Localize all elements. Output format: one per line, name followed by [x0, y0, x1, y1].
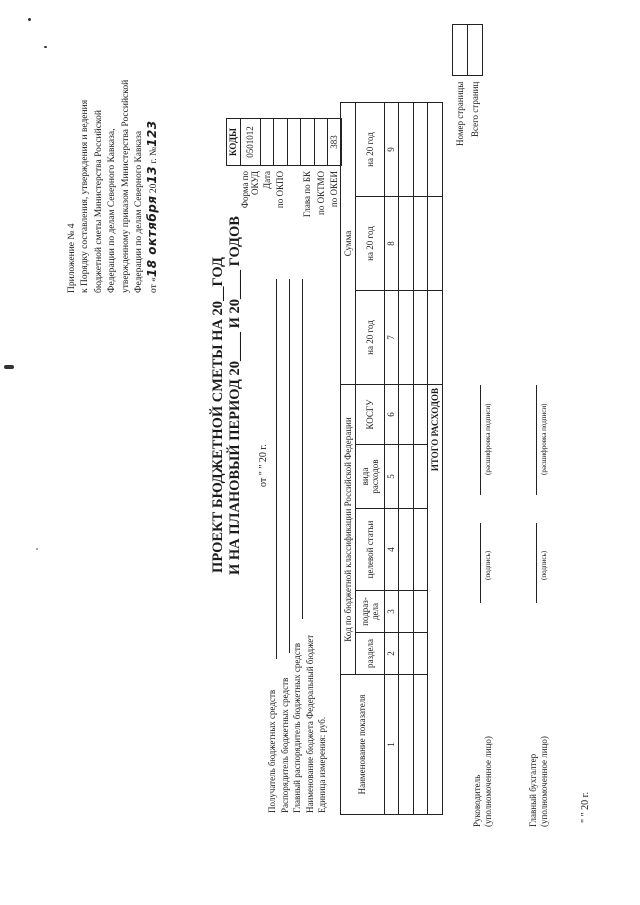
accountant-decode-line [536, 385, 537, 495]
code-value [260, 119, 274, 166]
col-kosgu-header: КОСГУ [355, 385, 384, 445]
code-label [287, 166, 301, 236]
head-decode-caption: (расшифровка подписи) [484, 403, 492, 475]
code-label: Глава по БК [302, 171, 313, 218]
chief-manager-label: Главный распорядитель бюджетных средств [292, 643, 303, 813]
title-line: И НА ПЛАНОВЫЙ ПЕРИОД 20____ И 20____ ГОДОВ [227, 216, 243, 575]
code-label: по ОКТМО [315, 171, 326, 215]
recipient-labels [266, 635, 329, 813]
unit-label: Единица измерения: руб. [317, 716, 328, 813]
table-row [413, 103, 428, 815]
col-number: 1 [384, 675, 399, 815]
scan-mark [4, 365, 14, 369]
total-label: ИТОГО РАСХОДОВ [428, 385, 443, 815]
document-title [210, 216, 244, 575]
scan-speck [44, 46, 47, 48]
chief-manager-underline [302, 279, 303, 619]
recipient-underline [276, 279, 277, 659]
col-number: 7 [384, 291, 399, 385]
col-sum1-header: на 20 год [355, 291, 384, 385]
approval-line: Федерации по делам Северного Кавказа [134, 130, 145, 293]
approval-block [66, 80, 162, 293]
col-sum2-header: на 20 год [355, 197, 384, 291]
code-value [314, 119, 328, 166]
code-value [301, 119, 315, 166]
head-sign-line [480, 523, 481, 603]
codes-header: КОДЫ [227, 119, 241, 166]
handwritten-date: 18 октября [145, 195, 160, 278]
col-target-header: целевой статьи [355, 509, 384, 591]
handwritten-order-number: 123 [145, 120, 160, 147]
approval-line: утвержденному приказом Министерства Российской [120, 79, 131, 293]
code-value [287, 119, 301, 166]
page-number-box [452, 24, 483, 147]
page-total-label: Всего страниц [470, 81, 480, 138]
document-date: от " " 20 г. [258, 444, 269, 487]
col-number: 6 [384, 385, 399, 445]
manager-underline [289, 279, 290, 653]
page-total-cell [468, 24, 483, 75]
budget-code-group-header: Код по бюджетной классификации Российской Федерации [341, 385, 356, 675]
approval-order-line: от «18 октября 2013 г. №123 [145, 120, 160, 293]
col-number: 5 [384, 445, 399, 509]
page-number-label: Номер страницы [455, 81, 465, 146]
code-label: Дата [261, 171, 272, 189]
col-number: 2 [384, 633, 399, 675]
col-number: 4 [384, 509, 399, 591]
total-row [428, 103, 443, 815]
head-signature-label: Руководитель (уполномоченное лицо) [472, 736, 493, 827]
code-value: 383 [328, 119, 342, 166]
code-label: по ОКЕИ [329, 171, 340, 208]
col-number: 9 [384, 103, 399, 197]
col-subsection-header: подраз- дела [355, 591, 384, 633]
sum-group-header: Сумма [341, 103, 356, 385]
recipient-label: Получатель бюджетных средств [267, 689, 277, 813]
col-sum3-header: на 20 год [355, 103, 384, 197]
code-label: по ОКПО [275, 171, 286, 209]
accountant-signature-label: Главный бухгалтер (уполномоченное лицо) [528, 736, 549, 827]
page-number-cell [453, 24, 468, 75]
col-number: 3 [384, 591, 399, 633]
accountant-sign-line [536, 523, 537, 603]
approval-line: бюджетной сметы Министерства Российской [93, 110, 104, 293]
code-value: 0501012 [240, 119, 260, 166]
codes-table [226, 118, 342, 235]
approval-line: к Порядку составления, утверждения и ведения [80, 99, 91, 293]
head-decode-line [480, 385, 481, 495]
budget-table [340, 102, 443, 815]
scan-speck [36, 548, 38, 550]
col-number: 8 [384, 197, 399, 291]
code-label: Форма по ОКУД [240, 171, 260, 209]
title-line: ПРОЕКТ БЮДЖЕТНОЙ СМЕТЫ НА 20__ГОД [210, 257, 226, 573]
bottom-date: " " 20 г. [580, 791, 591, 823]
approval-line: Приложение № 4 [67, 223, 77, 293]
budget-name-label: Наименование бюджета Федеральный бюджет [304, 634, 315, 813]
head-sign-caption: (подпись) [484, 550, 492, 580]
manager-label: Распорядитель бюджетных средств [279, 677, 290, 813]
handwritten-year: 13 [145, 165, 160, 184]
table-row [399, 103, 414, 815]
col-expense-type-header: вида расходов [355, 445, 384, 509]
col-name-header: Наименование показателя [341, 675, 385, 815]
accountant-sign-caption: (подпись) [540, 550, 548, 580]
scan-speck [28, 18, 31, 21]
accountant-decode-caption: (расшифровка подписи) [540, 403, 548, 475]
approval-line: Федерации по делам Северного Кавказа, [107, 128, 118, 293]
code-value [274, 119, 288, 166]
col-section-header: раздела [355, 633, 384, 675]
